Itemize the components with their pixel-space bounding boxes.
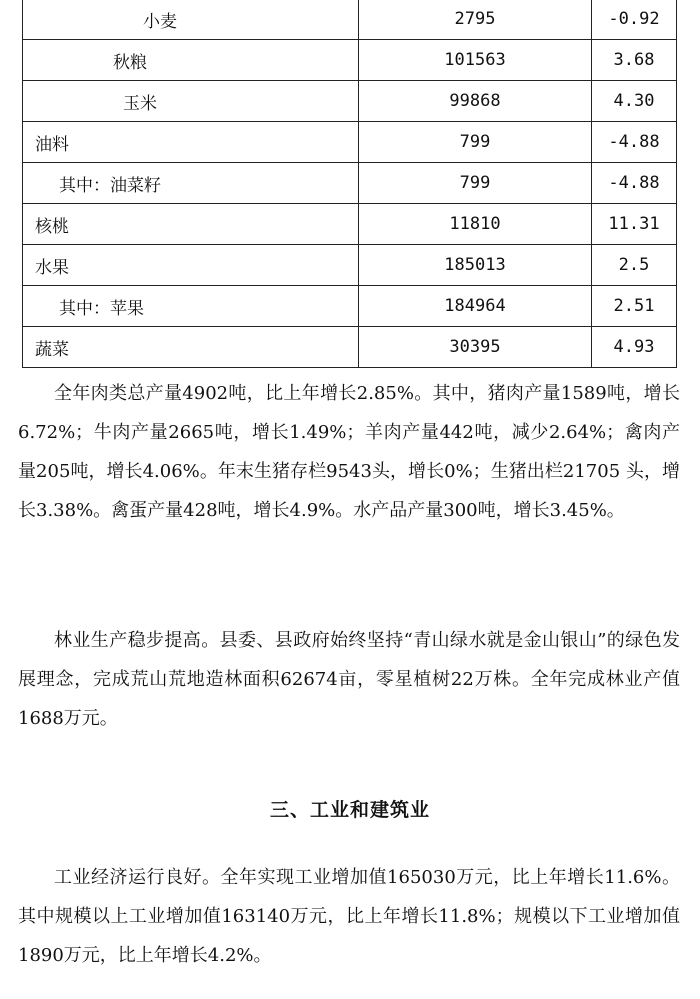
growth-rate-cell: 2.51 (592, 286, 677, 327)
industry-paragraph: 工业经济运行良好。全年实现工业增加值165030万元，比上年增长11.6%。其中规模以上工业增加值163140万元，比上年增长11.8%；规模以下工业增加值1890万元，比上年增长4.2%。 (18, 867, 680, 966)
table-row (23, 204, 677, 245)
item-name-cell: 水果 (23, 245, 359, 286)
growth-rate-cell: 4.30 (592, 81, 677, 122)
meat-production-paragraph: 全年肉类总产量4902吨，比上年增长2.85%。其中，猪肉产量1589吨，增长6.72%；牛肉产量2665吨，增长1.49%；羊肉产量442吨，减少2.64%；禽肉产量205吨，增长4.06%。年末生猪存栏9543头，增长0%；生猪出栏21705 头，增长3.38%。禽蛋产量428吨，增长4.9%。水产品产量300吨，增长3.45%。 (18, 383, 680, 521)
growth-rate-cell: 4.93 (592, 327, 677, 368)
table-row (23, 327, 677, 368)
output-value-cell: 184964 (359, 286, 592, 327)
item-name-cell: 玉米 (23, 81, 359, 122)
item-name-cell: 蔬菜 (23, 327, 359, 368)
table-row (23, 163, 677, 204)
output-value-cell: 101563 (359, 40, 592, 81)
growth-rate-cell: 3.68 (592, 40, 677, 81)
table-row (23, 81, 677, 122)
item-name-cell: 其中：苹果 (23, 286, 359, 327)
output-value-cell: 185013 (359, 245, 592, 286)
table-row (23, 122, 677, 163)
table-row (23, 0, 677, 40)
growth-rate-cell: 11.31 (592, 204, 677, 245)
growth-rate-cell: -4.88 (592, 163, 677, 204)
growth-rate-cell: 2.5 (592, 245, 677, 286)
table-row (23, 40, 677, 81)
item-name-cell: 小麦 (23, 0, 359, 40)
output-value-cell: 30395 (359, 327, 592, 368)
item-name-cell: 核桃 (23, 204, 359, 245)
output-value-cell: 799 (359, 163, 592, 204)
item-name-cell: 其中：油菜籽 (23, 163, 359, 204)
output-value-cell: 2795 (359, 0, 592, 40)
item-name-cell: 油料 (23, 122, 359, 163)
table-row (23, 245, 677, 286)
output-value-cell: 99868 (359, 81, 592, 122)
growth-rate-cell: -0.92 (592, 0, 677, 40)
output-value-cell: 799 (359, 122, 592, 163)
table-row (23, 286, 677, 327)
item-name-cell: 秋粮 (23, 40, 359, 81)
growth-rate-cell: -4.88 (592, 122, 677, 163)
output-value-cell: 11810 (359, 204, 592, 245)
section-heading: 三、工业和建筑业 (269, 799, 430, 821)
forestry-paragraph: 林业生产稳步提高。县委、县政府始终坚持“青山绿水就是金山银山”的绿色发展理念，完成荒山荒地造林面积62674亩，零星植树22万株。全年完成林业产值1688万元。 (18, 630, 680, 729)
production-table (22, 0, 677, 368)
